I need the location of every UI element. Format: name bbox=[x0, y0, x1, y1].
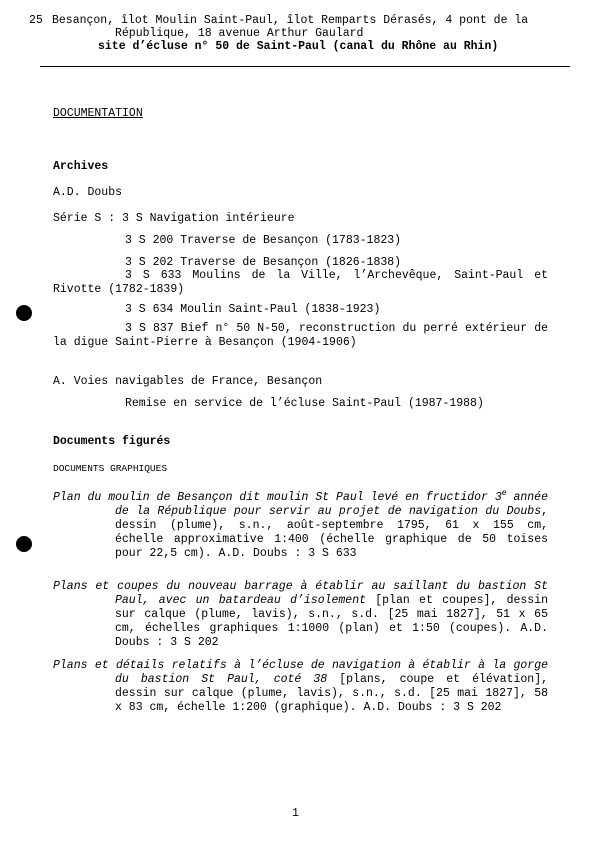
figure-entry-2 bbox=[53, 580, 548, 650]
figures-heading: Documents figurés bbox=[53, 435, 171, 448]
figures-subheading: DOCUMENTS GRAPHIQUES bbox=[53, 463, 168, 474]
archive-item: 3 S 634 Moulin Saint-Paul (1838-1923) bbox=[125, 303, 381, 316]
header-address-line1: Besançon, îlot Moulin Saint-Paul, îlot Remparts Dérasés, 4 pont de la bbox=[52, 14, 529, 27]
header-address-line2: République, 18 avenue Arthur Gaulard bbox=[115, 27, 364, 40]
figure-entry-1-superscript: e bbox=[501, 489, 507, 498]
vnf-item: Remise en service de l’écluse Saint-Paul (1987-1988) bbox=[125, 397, 484, 410]
punch-hole-mark bbox=[16, 536, 32, 552]
figure-entry-2-details: [plan et coupes], dessin sur calque (plume, lavis), s.n., s.d. [25 mai 1827], 51 x 65 cm, échelles graphiques 1:1000 (plan) et 1:50 (coupes). A.D. Doubs : 3 S 202 bbox=[115, 594, 549, 649]
figure-entry-3 bbox=[53, 659, 548, 715]
archive-item: 3 S 200 Traverse de Besançon (1783-1823) bbox=[125, 234, 402, 247]
archives-heading: Archives bbox=[53, 160, 109, 173]
archives-ad-doubs: A.D. Doubs bbox=[53, 186, 123, 199]
figure-entry-2-title: Plans et coupes du nouveau barrage à établir au saillant du bastion St Paul, avec un batardeau d’isolement bbox=[53, 580, 548, 607]
page-number: 1 bbox=[292, 807, 299, 820]
documentation-heading: DOCUMENTATION bbox=[53, 107, 143, 120]
punch-hole-mark bbox=[16, 305, 32, 321]
figure-entry-1-details: , dessin (plume), s.n., août-septembre 1795, 61 x 155 cm, échelle approximative 1:400 (échelle graphique de 50 toises pour 22,5 cm). A.D. Doubs : 3 S 633 bbox=[115, 504, 548, 560]
figure-entry-3-title: Plans et détails relatifs à l’écluse de navigation à établir à la gorge du bastion St Paul, coté 38 bbox=[53, 659, 548, 686]
archive-item: 3 S 837 Bief n° 50 N-50, reconstruction du perré extérieur de la digue Saint-Pierre à Besançon (1904-1906) bbox=[53, 322, 548, 349]
archives-serie-label: Série S : 3 S Navigation intérieure bbox=[53, 212, 295, 225]
vnf-source: A. Voies navigables de France, Besançon bbox=[53, 375, 323, 388]
figure-entry-1-title-b: année de la République pour servir au projet de navigation du Doubs bbox=[115, 490, 548, 518]
figure-entry-3-details: [plans, coupe et élévation], dessin sur calque (plume, lavis), s.n., s.d. [25 mai 1827], 58 x 83 cm, échelle 1:200 (graphique). A.D. Doubs : 3 S 202 bbox=[115, 673, 548, 714]
header-divider bbox=[40, 66, 570, 67]
figure-entry-1-title-a: Plan du moulin de Besançon dit moulin St Paul levé en fructidor 3 bbox=[53, 490, 502, 504]
record-number: 25 bbox=[29, 14, 43, 27]
header-site-title: site d’écluse n° 50 de Saint-Paul (canal du Rhône au Rhin) bbox=[98, 40, 499, 53]
archive-item: 3 S 633 Moulins de la Ville, l’Archevêque, Saint-Paul et Rivotte (1782-1839) bbox=[53, 269, 548, 296]
archive-item: 3 S 202 Traverse de Besançon (1826-1838) bbox=[125, 256, 402, 269]
figure-entry-1 bbox=[53, 487, 548, 561]
